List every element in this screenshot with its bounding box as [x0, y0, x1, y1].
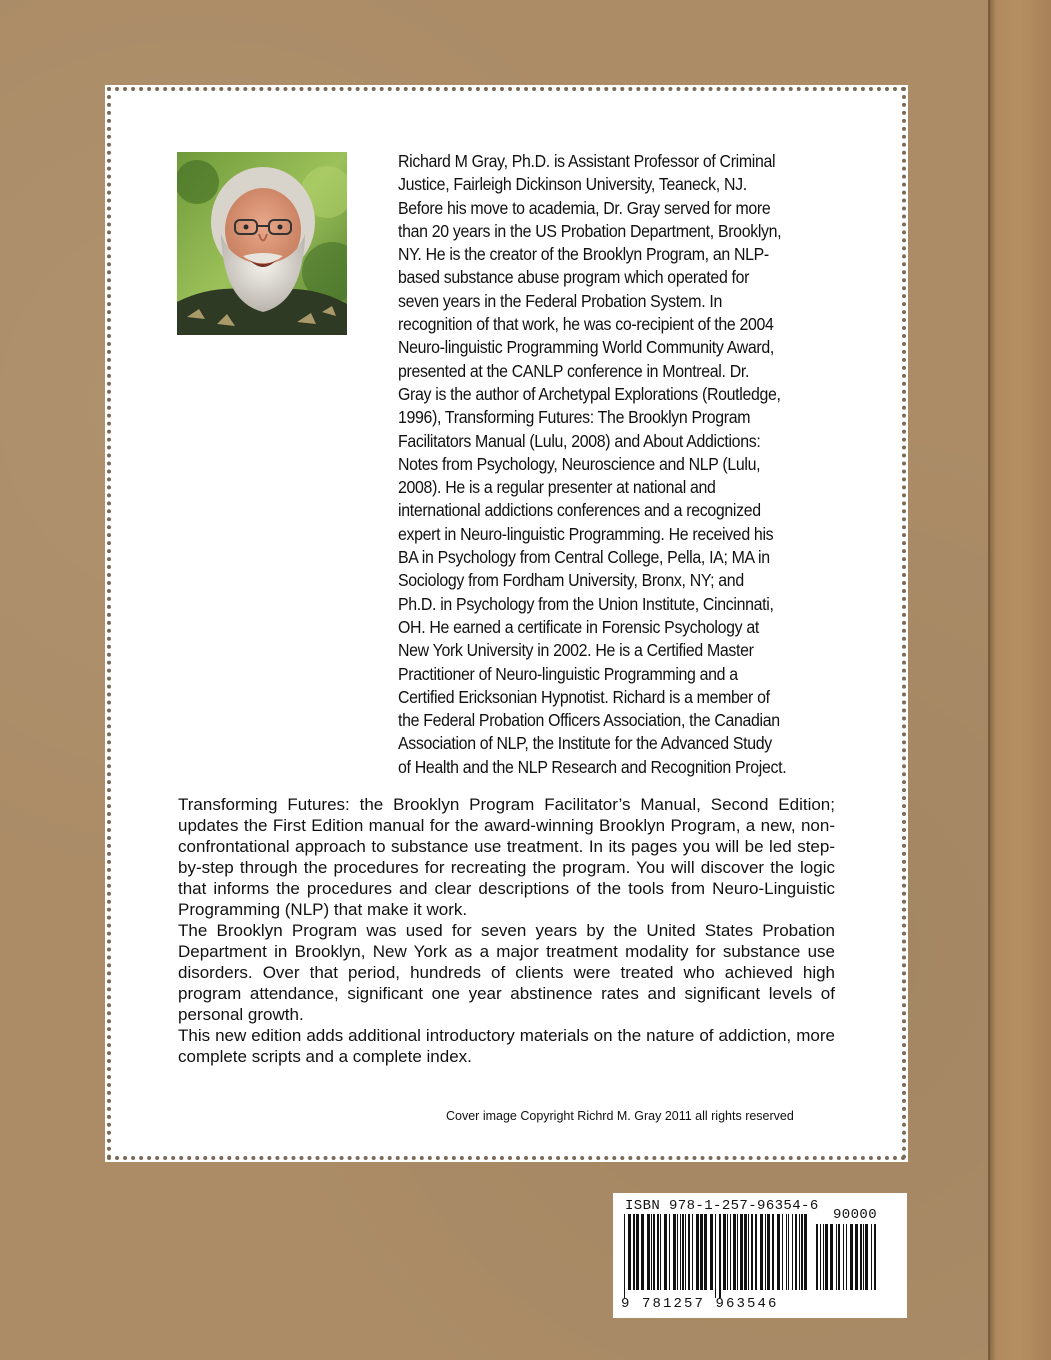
barcode-bar [850, 1224, 853, 1290]
barcode-bar [772, 1214, 774, 1290]
bio-line: BA in Psychology from Central College, Pella, IA; MA in [398, 548, 770, 568]
barcode-bar [830, 1224, 833, 1290]
barcode-bar [737, 1214, 738, 1290]
barcode-bar [636, 1214, 639, 1290]
bio-line: Neuro-linguistic Programming World Community Award, [398, 338, 774, 358]
barcode-bar [786, 1214, 787, 1290]
description-paragraph: Transforming Futures: the Brooklyn Program Facilitator’s Manual, Second Edition; updates the First Edition manual for the award-winning Brooklyn Program, a new, non-confrontational approach to substance use treatment. In its pages you will be led step-by-step through the procedures for recreating the program. You will discover the logic that informs the procedures and clear descriptions of the tools from Neuro-Linguistic Programming (NLP) that make it work. [178, 795, 835, 919]
price-code: 90000 [833, 1207, 878, 1223]
barcode-bar [838, 1224, 840, 1290]
barcode-bar [664, 1214, 667, 1290]
barcode-bar [765, 1214, 766, 1290]
barcode-bar [700, 1214, 703, 1290]
barcode-bar [657, 1214, 659, 1290]
ean-barcode [624, 1214, 810, 1298]
barcode-bar [730, 1214, 731, 1290]
barcode-bar [692, 1214, 693, 1290]
barcode-bar [843, 1224, 844, 1290]
description-paragraph: This new edition adds additional introductory materials on the nature of addiction, more complete scripts and a complete index. [178, 1026, 835, 1066]
bio-line: OH. He earned a certificate in Forensic Psychology at [398, 617, 759, 637]
barcode-bar [871, 1224, 872, 1290]
barcode-bar [823, 1224, 824, 1290]
barcode-bar [673, 1214, 676, 1290]
bio-line: Facilitators Manual (Lulu, 2008) and About Addictions: [398, 431, 761, 451]
bio-line: presented at the CANLP conference in Montreal. Dr. [398, 361, 750, 381]
book-description [178, 794, 835, 1067]
barcode-bar [660, 1214, 661, 1290]
isbn-label: ISBN 978-1-257-96354-6 [625, 1198, 819, 1214]
barcode-bar [820, 1224, 821, 1290]
bio-line: recognition of that work, he was co-recipient of the 2004 [398, 315, 774, 335]
author-bio [398, 150, 835, 779]
bio-line: Certified Ericksonian Hypnotist. Richard is a member of [398, 687, 770, 707]
price-barcode [816, 1224, 880, 1298]
author-photo [177, 152, 347, 335]
barcode-bar [733, 1214, 736, 1290]
bio-line: expert in Neuro-linguistic Programming. He received his [398, 524, 774, 544]
barcode-bar [860, 1224, 862, 1290]
barcode-bar [836, 1224, 837, 1290]
bio-line: than 20 years in the US Probation Department, Brooklyn, [398, 221, 782, 241]
barcode-bar [696, 1214, 699, 1290]
barcode-bar [715, 1214, 716, 1298]
barcode-bar [633, 1214, 635, 1290]
barcode-bar [846, 1224, 847, 1290]
barcode-bar [719, 1214, 721, 1298]
barcode-bar [651, 1214, 652, 1290]
bio-line: Association of NLP, the Institute for the Advanced Study [398, 734, 772, 754]
copyright-notice: Cover image Copyright Richrd M. Gray 2011 all rights reserved [446, 1109, 794, 1123]
barcode-bar [723, 1214, 726, 1290]
barcode-bar [825, 1224, 828, 1290]
barcode-bar [680, 1214, 681, 1290]
barcode-bar [801, 1214, 803, 1290]
barcode-bar [740, 1214, 743, 1290]
barcode-bar [760, 1214, 763, 1290]
barcode-bar [727, 1214, 728, 1290]
barcode-bar [744, 1214, 747, 1290]
barcode-bar [682, 1214, 684, 1290]
barcode-bar [767, 1214, 770, 1290]
barcode-bar [816, 1224, 818, 1290]
bio-line: Justice, Fairleigh Dickinson University, Teaneck, NJ. [398, 175, 747, 195]
barcode-bar [628, 1214, 631, 1290]
bio-line: Notes from Psychology, Neuroscience and NLP (Lulu, [398, 454, 761, 474]
ean-digits: 9 781257 963546 [621, 1296, 779, 1312]
barcode-bar [799, 1214, 800, 1290]
barcode-bar [748, 1214, 749, 1290]
barcode-bar [865, 1224, 868, 1290]
bio-line: NY. He is the creator of the Brooklyn Program, an NLP- [398, 245, 769, 265]
barcode-bar [751, 1214, 753, 1290]
barcode-bar [863, 1224, 864, 1290]
barcode-bar [669, 1214, 670, 1290]
bio-line: based substance abuse program which operated for [398, 268, 750, 288]
book-spine-edge [988, 0, 1051, 1360]
barcode-bar [755, 1214, 757, 1290]
bio-line: of Health and the NLP Research and Recognition Project. [398, 757, 787, 777]
barcode-bar [641, 1214, 644, 1290]
bio-line: Gray is the author of Archetypal Explorations (Routledge, [398, 384, 781, 404]
barcode-bar [777, 1214, 780, 1290]
barcode-bar [647, 1214, 650, 1290]
bio-line: 2008). He is a regular presenter at national and [398, 478, 716, 498]
barcode-bar [710, 1214, 713, 1290]
barcode-bar [782, 1214, 783, 1290]
barcode-bar [653, 1214, 655, 1290]
bio-line: the Federal Probation Officers Association, the Canadian [398, 711, 780, 731]
barcode-bar [874, 1224, 876, 1290]
barcode-bar [788, 1214, 789, 1290]
bio-line: Practitioner of Neuro-linguistic Programming and a [398, 664, 738, 684]
barcode-bar [688, 1214, 690, 1290]
bio-line: Sociology from Fordham University, Bronx, NY; and [398, 571, 744, 591]
bio-line: Before his move to academia, Dr. Gray served for more [398, 198, 771, 218]
barcode-bar [685, 1214, 686, 1290]
barcode-bar [704, 1214, 707, 1290]
bio-line: 1996), Transforming Futures: The Brooklyn Program [398, 408, 751, 428]
bio-line: New York University in 2002. He is a Certified Master [398, 641, 754, 661]
barcode-bar [804, 1214, 807, 1290]
bio-line: international addictions conferences and a recognized [398, 501, 761, 521]
barcode-bar [677, 1214, 678, 1290]
barcode-bar [792, 1214, 793, 1290]
bio-line: seven years in the Federal Probation System. In [398, 291, 723, 311]
bio-line: Ph.D. in Psychology from the Union Institute, Cincinnati, [398, 594, 774, 614]
barcode-bar [855, 1224, 858, 1290]
bio-line: Richard M Gray, Ph.D. is Assistant Professor of Criminal [398, 152, 776, 171]
barcode-bar [624, 1214, 625, 1298]
barcode-bar [795, 1214, 797, 1290]
description-paragraph: The Brooklyn Program was used for seven years by the United States Probation Department in Brooklyn, New York as a major treatment modality for substance use disorders. Over that period, hundreds of clients were treated who achieved high program attendance, significant one year abstinence rates and significant levels of personal growth. [178, 921, 835, 1024]
